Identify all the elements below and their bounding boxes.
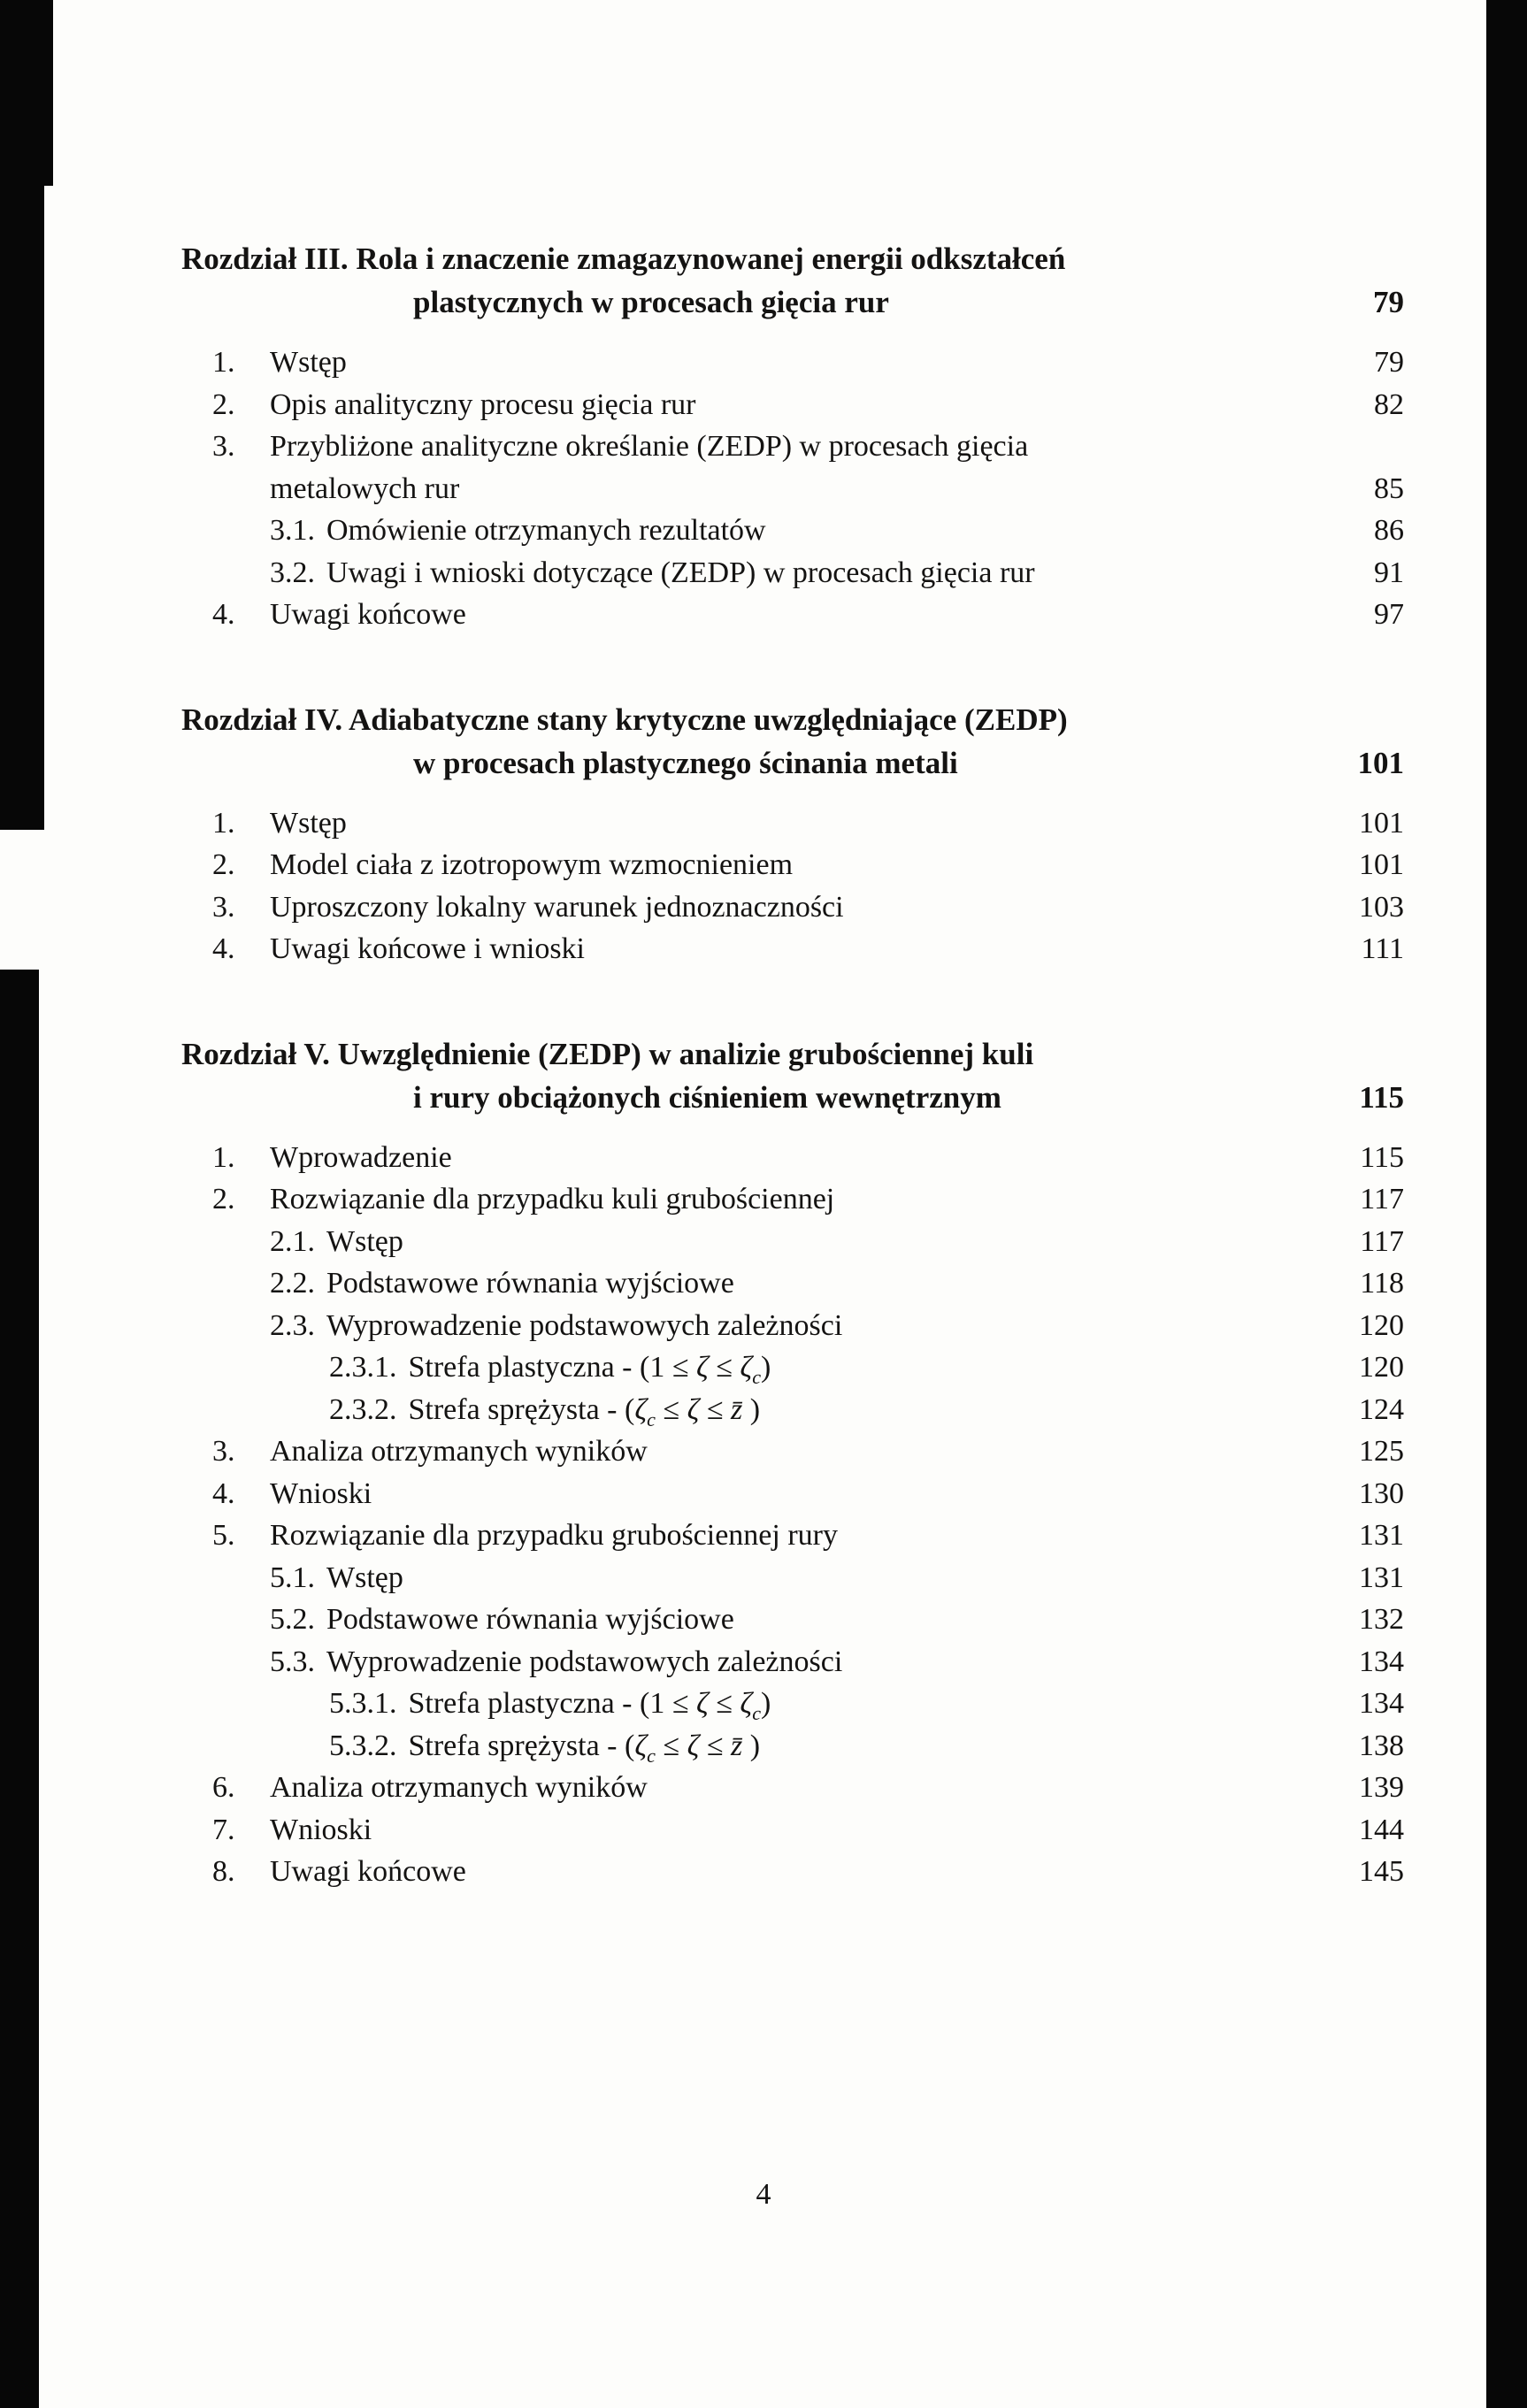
toc-entry-line <box>212 802 1347 845</box>
toc-entry-title: Opis analityczny procesu gięcia rur <box>270 387 696 421</box>
toc-entry-text <box>212 886 1347 929</box>
toc-entry <box>181 1178 1404 1221</box>
toc-entry-page-number: 134 <box>1359 1645 1404 1678</box>
toc-entry-page-number: 82 <box>1374 387 1404 421</box>
toc-entry-text <box>270 1221 1347 1263</box>
toc-entry-title: Przybliżone analityczne określanie (ZEDP) w procesach gięcia <box>270 430 1029 463</box>
toc-entry-text <box>212 426 1362 510</box>
toc-entries <box>181 1137 1404 1893</box>
toc-entry <box>181 1221 1404 1263</box>
toc-entry-page-number: 134 <box>1359 1687 1404 1720</box>
toc-entry-line <box>270 1641 1347 1683</box>
toc-entry-title: Uwagi końcowe <box>270 1855 466 1888</box>
toc-entry-line <box>270 1221 1347 1263</box>
toc-entry-title: Strefa plastyczna - $(1 \le \zeta \le \zeta_c)$ <box>408 1687 771 1724</box>
toc-entry-page-number: 118 <box>1360 1267 1404 1300</box>
toc-entry <box>181 1809 1404 1852</box>
toc-section-3 <box>181 1032 1404 1893</box>
toc-entry-title: Analiza otrzymanych wyników <box>270 1435 648 1468</box>
scan-artifact-right <box>1486 0 1527 2408</box>
toc-entry-line <box>212 1178 1347 1221</box>
toc-entry-line <box>212 426 1362 468</box>
toc-entry <box>181 1473 1404 1515</box>
toc-entry-page-number: 132 <box>1359 1603 1404 1636</box>
chapter-heading-line2-row <box>181 1076 1404 1119</box>
toc-entry <box>181 1557 1404 1599</box>
toc-entry <box>181 1137 1404 1179</box>
toc-entry-text <box>212 928 1349 970</box>
toc-entry-line <box>212 1809 1347 1852</box>
math-symbol: c <box>752 1365 761 1388</box>
toc-entry <box>181 384 1404 426</box>
toc-entry-number: 2. <box>212 848 235 881</box>
toc-entry-title: Wyprowadzenie podstawowych zależności <box>326 1645 843 1678</box>
math-symbol: c <box>647 1744 656 1767</box>
toc-entry-text <box>270 1557 1347 1599</box>
toc-entry <box>181 1305 1404 1347</box>
toc-entry <box>181 886 1404 929</box>
toc-entry <box>181 1389 1404 1431</box>
toc-entry-page-number: 91 <box>1374 556 1404 589</box>
toc-entry-page-number: 79 <box>1374 346 1404 379</box>
toc-entry-line <box>329 1683 1347 1725</box>
toc-entry-page-number: 120 <box>1359 1308 1404 1342</box>
toc-entry-number: 5.3. <box>270 1645 315 1678</box>
toc-entry-number: 2.2. <box>270 1267 315 1300</box>
page-number-footer: 4 <box>756 2178 771 2211</box>
toc-entry-page-number: 117 <box>1360 1224 1404 1258</box>
toc-entry-text <box>329 1683 1347 1725</box>
toc-entry-page-number: 145 <box>1359 1855 1404 1888</box>
toc-entry <box>181 1683 1404 1725</box>
toc-entry-text <box>270 1599 1347 1641</box>
chapter-heading-line2: w procesach plastycznego ścinania metali <box>413 745 958 780</box>
toc-entry-number: 8. <box>212 1855 235 1888</box>
chapter-page-number: 79 <box>1373 285 1404 319</box>
toc-entries <box>181 802 1404 970</box>
chapter-heading <box>181 237 1404 324</box>
toc-entry-page-number: 97 <box>1374 598 1404 631</box>
toc-entry-line <box>329 1725 1347 1768</box>
toc-entry-title: Strefa sprężysta - ($\zeta_c \le \zeta$ ≤ z̄ ) <box>408 1729 761 1767</box>
toc-entry-line <box>270 1557 1347 1599</box>
toc-entry-text <box>212 1178 1347 1221</box>
toc-entry-title: Wstęp <box>326 1561 403 1594</box>
toc-entry-number: 2. <box>212 1183 235 1216</box>
toc-entry-page-number: 124 <box>1359 1392 1404 1426</box>
toc-entry-number: 5.2. <box>270 1603 315 1636</box>
toc-entry-title: Analiza otrzymanych wyników <box>270 1771 648 1804</box>
toc-entry-page-number: 125 <box>1359 1435 1404 1468</box>
toc-entry-text <box>212 1767 1347 1809</box>
toc-entry-page-number: 131 <box>1359 1519 1404 1552</box>
math-symbol: z̄ <box>731 1392 743 1426</box>
toc-entry-page-number: 130 <box>1359 1476 1404 1510</box>
toc-entry-text <box>212 384 1362 426</box>
toc-entries <box>181 341 1404 636</box>
math-symbol: ζ <box>687 1729 700 1762</box>
toc-entry-line <box>212 886 1347 929</box>
toc-entry-line-continuation: metalowych rur <box>270 472 460 505</box>
toc-entry <box>181 928 1404 970</box>
toc-entry-title: Wyprowadzenie podstawowych zależności <box>326 1308 843 1342</box>
toc-entry-number: 2.3. <box>270 1308 315 1342</box>
toc-entry-line <box>270 1599 1347 1641</box>
chapter-heading <box>181 1032 1404 1119</box>
toc-entry-title: Uwagi i wnioski dotyczące (ZEDP) w procesach gięcia rur <box>326 556 1035 589</box>
toc-entry <box>181 552 1404 594</box>
toc-entry-number: 5. <box>212 1519 235 1552</box>
toc-entry-title: Wstęp <box>270 346 347 379</box>
toc-entry-number: 2.3.2. <box>329 1392 397 1426</box>
toc-entry-line <box>212 1515 1347 1557</box>
toc-entry-title: Wnioski <box>270 1813 372 1846</box>
toc-entry-title: Wnioski <box>270 1476 372 1510</box>
toc-entry <box>181 802 1404 845</box>
toc-entry <box>181 1430 1404 1473</box>
toc-section-2 <box>181 698 1404 970</box>
toc-entry-number: 5.1. <box>270 1561 315 1594</box>
toc-entry-title: Rozwiązanie dla przypadku kuli grubościennej <box>270 1183 835 1216</box>
math-symbol: ζ <box>695 1351 709 1384</box>
toc-entry-page-number: 115 <box>1360 1140 1404 1174</box>
toc-entry-text <box>212 802 1347 845</box>
toc-entry-title: Model ciała z izotropowym wzmocnieniem <box>270 848 794 881</box>
toc-entry-number: 3. <box>212 1435 235 1468</box>
toc-entry-number: 4. <box>212 932 235 965</box>
toc-entry-number: 4. <box>212 598 235 631</box>
toc-entry-number: 7. <box>212 1813 235 1846</box>
toc-entry-line <box>270 1262 1347 1305</box>
toc-entry-number: 2.3.1. <box>329 1351 397 1384</box>
math-symbol: ζ <box>687 1392 700 1426</box>
toc-entry-line <box>212 594 1362 636</box>
toc-entry-number: 5.3.1. <box>329 1687 397 1720</box>
math-symbol: ζ <box>695 1687 709 1720</box>
math-symbol: ζ <box>740 1687 753 1720</box>
toc-entry <box>181 1767 1404 1809</box>
toc-entry <box>181 1346 1404 1389</box>
chapter-page-number: 115 <box>1359 1079 1404 1115</box>
toc-entry-line <box>212 928 1349 970</box>
toc-entry-text <box>270 510 1362 552</box>
toc-entry-page-number: 86 <box>1374 514 1404 547</box>
toc-entry-text <box>270 1641 1347 1683</box>
toc-entry-line <box>329 1346 1347 1389</box>
chapter-heading <box>181 698 1404 785</box>
toc-entry-number: 1. <box>212 1140 235 1174</box>
toc-entry-title: Wprowadzenie <box>270 1140 452 1174</box>
toc-entry-page-number: 144 <box>1359 1813 1404 1846</box>
toc-entry-text <box>270 1262 1347 1305</box>
toc-entry-page-number: 101 <box>1359 848 1404 881</box>
math-symbol: ζ <box>634 1392 648 1426</box>
toc-entry-number: 2.1. <box>270 1224 315 1258</box>
toc-entry-title: Uwagi końcowe <box>270 598 466 631</box>
toc <box>181 237 1404 1955</box>
toc-entry-number: 1. <box>212 806 235 840</box>
toc-entry-title: Rozwiązanie dla przypadku grubościennej rury <box>270 1519 838 1552</box>
toc-entry-line <box>212 341 1362 384</box>
toc-entry <box>181 1641 1404 1683</box>
toc-entry-number: 2. <box>212 387 235 421</box>
toc-entry-line <box>212 384 1362 426</box>
toc-entry-line <box>270 552 1362 594</box>
toc-section-1 <box>181 237 1404 636</box>
math-symbol: z̄ <box>731 1729 743 1762</box>
chapter-heading-line1: Rozdział V. Uwzględnienie (ZEDP) w analizie grubościennej kuli <box>181 1036 1034 1071</box>
toc-entry-line <box>212 1851 1347 1893</box>
toc-entry <box>181 510 1404 552</box>
toc-entry-text <box>329 1725 1347 1768</box>
toc-entry <box>181 1515 1404 1557</box>
math-symbol: ζ <box>634 1729 648 1762</box>
chapter-heading-line2-row <box>181 741 1404 785</box>
chapter-heading-line2: plastycznych w procesach gięcia rur <box>413 285 889 319</box>
chapter-heading-line2-row <box>181 280 1404 324</box>
toc-entry <box>181 1851 1404 1893</box>
toc-entry-number: 3. <box>212 430 235 463</box>
toc-entry-line <box>329 1389 1347 1431</box>
toc-entry-text <box>329 1346 1347 1389</box>
toc-entry-line <box>270 510 1362 552</box>
math-symbol: c <box>752 1701 761 1724</box>
toc-entry-title: Uproszczony lokalny warunek jednoznaczności <box>270 890 844 924</box>
toc-entry-line <box>212 1430 1347 1473</box>
toc-entry-text <box>270 1305 1347 1347</box>
toc-entry-title: Podstawowe równania wyjściowe <box>326 1603 734 1636</box>
chapter-heading-line1: Rozdział III. Rola i znaczenie zmagazynowanej energii odkształceń <box>181 242 1066 276</box>
toc-entry-title: Wstęp <box>326 1224 403 1258</box>
toc-entry-number: 3.2. <box>270 556 315 589</box>
toc-entry-line <box>212 1767 1347 1809</box>
chapter-page-number: 101 <box>1357 745 1404 780</box>
toc-entry-line <box>212 1137 1347 1179</box>
toc-entry-page-number: 85 <box>1374 472 1404 505</box>
toc-entry-text <box>212 1515 1347 1557</box>
toc-entry <box>181 1262 1404 1305</box>
toc-entry-title: Uwagi końcowe i wnioski <box>270 932 586 965</box>
toc-entry-page-number: 103 <box>1359 890 1404 924</box>
toc-entry-text <box>212 844 1347 886</box>
toc-entry-text <box>212 594 1362 636</box>
toc-entry-number: 3. <box>212 890 235 924</box>
chapter-heading-line1: Rozdział IV. Adiabatyczne stany krytyczne uwzględniające (ZEDP) <box>181 702 1068 737</box>
toc-entry-page-number: 111 <box>1361 932 1404 965</box>
toc-entry-title: Omówienie otrzymanych rezultatów <box>326 514 766 547</box>
scan-artifact-left-top-corner <box>0 0 53 186</box>
toc-entry-number: 6. <box>212 1771 235 1804</box>
toc-entry <box>181 594 1404 636</box>
toc-entry-title: Podstawowe równania wyjściowe <box>326 1267 734 1300</box>
toc-entry <box>181 341 1404 384</box>
toc-entry-text <box>212 1430 1347 1473</box>
toc-entry-text <box>270 552 1362 594</box>
toc-entry-number: 4. <box>212 1476 235 1510</box>
toc-entry-number: 5.3.2. <box>329 1729 397 1762</box>
toc-entry-text <box>329 1389 1347 1431</box>
toc-entry-number: 1. <box>212 346 235 379</box>
toc-entry-number: 3.1. <box>270 514 315 547</box>
toc-entry-page-number: 138 <box>1359 1729 1404 1762</box>
chapter-heading-line2: i rury obciążonych ciśnieniem wewnętrznym <box>413 1079 1001 1115</box>
toc-entry-text <box>212 1473 1347 1515</box>
toc-entry-page-number: 120 <box>1359 1351 1404 1384</box>
toc-entry-text <box>212 1137 1347 1179</box>
toc-entry-text <box>212 1809 1347 1852</box>
toc-entry-page-number: 101 <box>1359 806 1404 840</box>
toc-entry-title: Strefa sprężysta - ($\zeta_c \le \zeta$ ≤ z̄ ) <box>408 1392 761 1430</box>
toc-entry-page-number: 117 <box>1360 1183 1404 1216</box>
toc-entry-line <box>270 1305 1347 1347</box>
toc-entry-page-number: 139 <box>1359 1771 1404 1804</box>
math-symbol: c <box>647 1407 656 1430</box>
toc-entry-text <box>212 341 1362 384</box>
toc-entry <box>181 844 1404 886</box>
toc-entry-title: Strefa plastyczna - $(1 \le \zeta \le \zeta_c)$ <box>408 1351 771 1388</box>
toc-entry <box>181 1599 1404 1641</box>
toc-entry <box>181 1725 1404 1768</box>
toc-entry <box>181 426 1404 510</box>
toc-entry-title: Wstęp <box>270 806 347 840</box>
math-symbol: ζ <box>740 1351 753 1384</box>
toc-entry-line <box>212 844 1347 886</box>
toc-entry-text <box>212 1851 1347 1893</box>
toc-entry-line <box>212 1473 1347 1515</box>
toc-entry-page-number: 131 <box>1359 1561 1404 1594</box>
